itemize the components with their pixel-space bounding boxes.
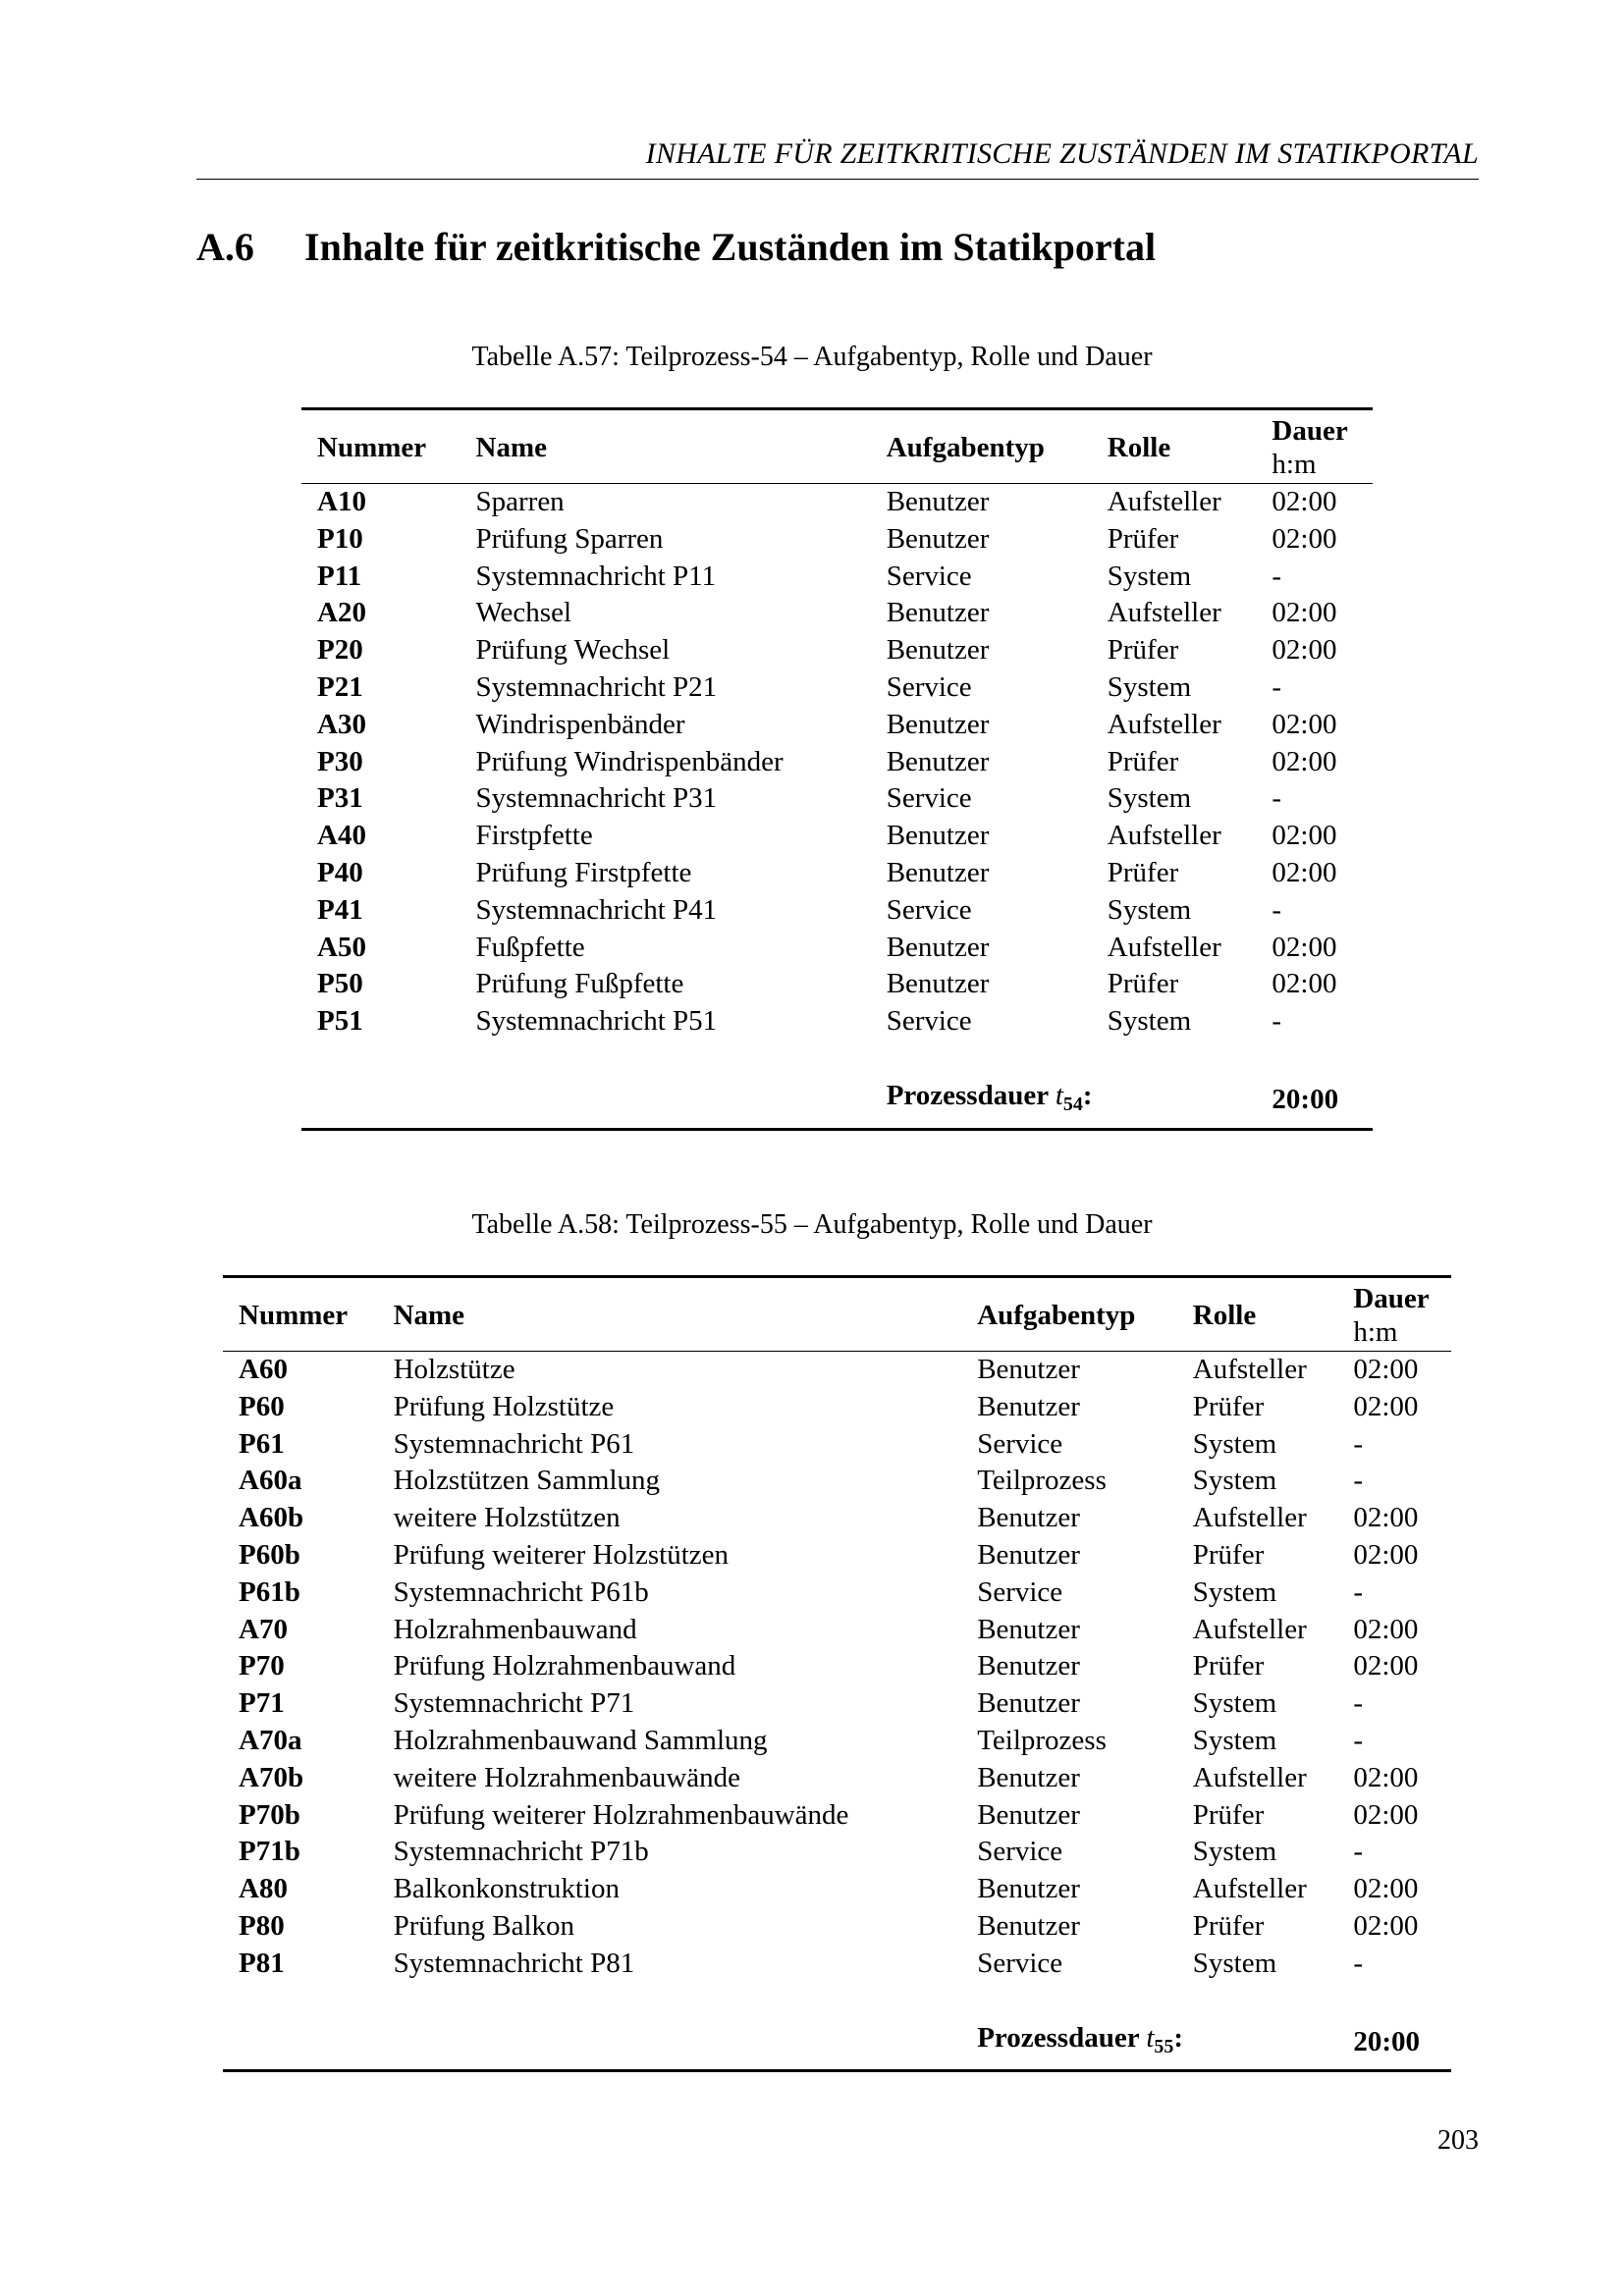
cell-dauer: - [1272, 560, 1282, 592]
total-value: 20:00 [1272, 1084, 1339, 1116]
cell-nummer: P51 [317, 1005, 363, 1038]
cell-rolle: System [1192, 1427, 1277, 1460]
cell-rolle: Aufsteller [1192, 1613, 1307, 1645]
cell-nummer: P71 [239, 1687, 285, 1720]
cell-name: Systemnachricht P71 [393, 1687, 635, 1720]
cell-aufgabentyp: Service [977, 1427, 1063, 1460]
cell-dauer: 02:00 [1353, 1390, 1419, 1422]
table-row [223, 1389, 1451, 1426]
table-header-row [301, 409, 1373, 484]
cell-nummer: P60b [239, 1538, 300, 1571]
cell-rolle: System [1107, 893, 1192, 926]
cell-name: Prüfung Sparren [475, 522, 664, 555]
table-row [223, 1723, 1451, 1760]
header-rule [196, 179, 1479, 180]
cell-rolle: Prüfer [1107, 522, 1179, 555]
cell-name: Holzstütze [393, 1354, 515, 1385]
cell-rolle: Prüfer [1192, 1650, 1265, 1682]
table-row [301, 707, 1373, 744]
cell-nummer: P11 [317, 560, 362, 592]
cell-dauer: 02:00 [1353, 1909, 1419, 1942]
cell-name: Prüfung Wechsel [475, 634, 671, 667]
cell-rolle: Aufsteller [1192, 1354, 1307, 1385]
table-row [301, 484, 1373, 521]
cell-dauer: - [1272, 1005, 1282, 1038]
table-row [223, 1463, 1451, 1500]
cell-dauer: - [1353, 1947, 1363, 1979]
cell-name: Systemnachricht P61 [393, 1427, 635, 1460]
cell-nummer: A70 [239, 1613, 288, 1645]
cell-name: weitere Holzrahmenbauwände [393, 1761, 741, 1793]
table-row [223, 1352, 1451, 1389]
table-row [223, 1648, 1451, 1685]
cell-dauer: 02:00 [1272, 856, 1337, 888]
cell-name: Windrispenbänder [475, 708, 685, 740]
total-value: 20:00 [1353, 2026, 1420, 2058]
table-row [223, 1612, 1451, 1649]
section-title [196, 224, 1156, 270]
cell-rolle: Aufsteller [1107, 931, 1221, 963]
total-row [301, 1041, 1373, 1129]
cell-aufgabentyp: Benutzer [977, 1761, 1080, 1793]
cell-rolle: System [1107, 670, 1192, 703]
cell-name: Firstpfette [475, 820, 593, 852]
cell-rolle: Prüfer [1107, 856, 1179, 888]
table-row [301, 632, 1373, 669]
cell-name: Prüfung Holzstütze [393, 1390, 615, 1422]
column-header-rolle: Rolle [1192, 1300, 1257, 1332]
cell-rolle: System [1192, 1724, 1277, 1756]
cell-rolle: Prüfer [1192, 1909, 1265, 1942]
cell-nummer: P30 [317, 745, 363, 777]
column-header-nummer: Nummer [239, 1300, 349, 1332]
cell-aufgabentyp: Benutzer [886, 820, 990, 852]
column-header-name: Name [393, 1300, 465, 1332]
cell-aufgabentyp: Benutzer [886, 968, 990, 1000]
cell-dauer: 02:00 [1272, 745, 1337, 777]
cell-rolle: Prüfer [1107, 634, 1179, 667]
cell-aufgabentyp: Benutzer [886, 745, 990, 777]
table-row [223, 1797, 1451, 1835]
cell-dauer: 02:00 [1353, 1798, 1419, 1831]
cell-nummer: A50 [317, 931, 366, 963]
table-row [301, 669, 1373, 707]
dauer-label: Dauer [1353, 1283, 1430, 1314]
data-table [301, 407, 1373, 1131]
table-row [223, 1575, 1451, 1612]
cell-aufgabentyp: Service [977, 1947, 1063, 1979]
table-row [223, 1537, 1451, 1575]
cell-aufgabentyp: Benutzer [886, 634, 990, 667]
cell-rolle: Prüfer [1192, 1390, 1265, 1422]
cell-nummer: P70 [239, 1650, 285, 1682]
section-title-text: Inhalte für zeitkritische Zuständen im Statikportal [304, 225, 1157, 269]
cell-nummer: P61b [239, 1575, 300, 1608]
table-row [223, 1946, 1451, 1983]
column-header-aufgabentyp: Aufgabentyp [977, 1300, 1136, 1332]
cell-rolle: Aufsteller [1192, 1502, 1307, 1534]
cell-rolle: Aufsteller [1107, 820, 1221, 852]
cell-nummer: A60a [239, 1465, 302, 1497]
cell-dauer: 02:00 [1272, 522, 1337, 555]
cell-aufgabentyp: Benutzer [886, 597, 990, 629]
cell-rolle: Prüfer [1107, 745, 1179, 777]
table-row [301, 559, 1373, 596]
cell-name: Prüfung Firstpfette [475, 856, 692, 888]
cell-rolle: Prüfer [1107, 968, 1179, 1000]
cell-dauer: - [1272, 670, 1282, 703]
table-row [301, 1003, 1373, 1041]
cell-dauer: - [1353, 1724, 1363, 1756]
cell-nummer: A80 [239, 1873, 288, 1905]
cell-dauer: 02:00 [1353, 1873, 1419, 1905]
cell-dauer: 02:00 [1272, 968, 1337, 1000]
cell-aufgabentyp: Benutzer [977, 1613, 1080, 1645]
table-row [301, 521, 1373, 559]
cell-name: Fußpfette [475, 931, 585, 963]
cell-nummer: P81 [239, 1947, 285, 1979]
cell-aufgabentyp: Benutzer [886, 931, 990, 963]
cell-aufgabentyp: Benutzer [977, 1687, 1080, 1720]
table-row [223, 1834, 1451, 1871]
cell-nummer: A60b [239, 1502, 304, 1534]
table-row [301, 930, 1373, 967]
cell-dauer: 02:00 [1272, 634, 1337, 667]
cell-dauer: - [1353, 1427, 1363, 1460]
cell-dauer: 02:00 [1272, 597, 1337, 629]
cell-rolle: System [1192, 1687, 1277, 1720]
cell-name: Prüfung Holzrahmenbauwand [393, 1650, 736, 1682]
cell-nummer: A60 [239, 1354, 288, 1385]
cell-name: Systemnachricht P41 [475, 893, 718, 926]
cell-dauer: - [1272, 893, 1282, 926]
cell-dauer: - [1353, 1575, 1363, 1608]
table-row [223, 1908, 1451, 1946]
cell-aufgabentyp: Benutzer [977, 1873, 1080, 1905]
cell-name: Prüfung Balkon [393, 1909, 575, 1942]
table-row [301, 744, 1373, 781]
data-table [223, 1275, 1451, 2072]
cell-aufgabentyp: Benutzer [977, 1650, 1080, 1682]
cell-aufgabentyp: Teilprozess [977, 1465, 1107, 1497]
table-row [301, 595, 1373, 632]
cell-dauer: 02:00 [1353, 1538, 1419, 1571]
cell-name: Systemnachricht P71b [393, 1836, 649, 1868]
cell-nummer: A70b [239, 1761, 304, 1793]
cell-nummer: P80 [239, 1909, 285, 1942]
cell-rolle: System [1107, 1005, 1192, 1038]
cell-dauer: - [1272, 782, 1282, 815]
cell-nummer: P40 [317, 856, 363, 888]
cell-dauer: 02:00 [1353, 1502, 1419, 1534]
cell-dauer: 02:00 [1353, 1650, 1419, 1682]
cell-name: Holzstützen Sammlung [393, 1465, 660, 1497]
cell-aufgabentyp: Service [886, 782, 972, 815]
table-row [223, 1871, 1451, 1908]
cell-rolle: Aufsteller [1107, 486, 1221, 517]
cell-dauer: 02:00 [1272, 820, 1337, 852]
cell-rolle: System [1192, 1465, 1277, 1497]
cell-nummer: A30 [317, 708, 366, 740]
cell-nummer: P31 [317, 782, 363, 815]
cell-rolle: System [1107, 782, 1192, 815]
cell-rolle: Aufsteller [1107, 597, 1221, 629]
cell-name: Prüfung weiterer Holzrahmenbauwände [393, 1798, 849, 1831]
total-label: Prozessdauer $t_{55}$: [977, 2021, 1184, 2057]
cell-nummer: P10 [317, 522, 363, 555]
cell-nummer: A40 [317, 820, 366, 852]
dauer-unit: h:m [1272, 449, 1317, 480]
cell-rolle: System [1192, 1947, 1277, 1979]
cell-rolle: System [1107, 560, 1192, 592]
table-header-row [223, 1277, 1451, 1352]
cell-name: Systemnachricht P61b [393, 1575, 649, 1608]
running-head: INHALTE FÜR ZEITKRITISCHE ZUSTÄNDEN IM STATIKPORTAL [645, 137, 1479, 170]
cell-name: Systemnachricht P11 [475, 560, 717, 592]
cell-dauer: - [1353, 1465, 1363, 1497]
cell-name: Systemnachricht P51 [475, 1005, 718, 1038]
column-header-rolle: Rolle [1107, 432, 1171, 464]
table-row [301, 818, 1373, 855]
column-header-name: Name [475, 432, 547, 464]
cell-name: weitere Holzstützen [393, 1502, 621, 1534]
cell-name: Prüfung weiterer Holzstützen [393, 1538, 730, 1571]
cell-nummer: P71b [239, 1836, 300, 1868]
cell-dauer: - [1353, 1836, 1363, 1868]
cell-rolle: Prüfer [1192, 1538, 1265, 1571]
cell-dauer: 02:00 [1353, 1613, 1419, 1645]
cell-aufgabentyp: Service [977, 1575, 1063, 1608]
cell-aufgabentyp: Service [886, 560, 972, 592]
dauer-label: Dauer [1272, 415, 1348, 447]
column-header-dauer [1337, 1277, 1451, 1352]
table-row [301, 966, 1373, 1003]
section-number: A.6 [196, 225, 254, 269]
cell-dauer: 02:00 [1353, 1761, 1419, 1793]
page-number: 203 [1437, 2125, 1479, 2156]
cell-rolle: System [1192, 1836, 1277, 1868]
cell-nummer: P50 [317, 968, 363, 1000]
table-caption: Tabelle A.57: Teilprozess-54 – Aufgabentyp, Rolle und Dauer [471, 342, 1153, 372]
dauer-unit: h:m [1353, 1316, 1398, 1348]
total-label: Prozessdauer $t_{54}$: [886, 1079, 1093, 1115]
cell-name: Holzrahmenbauwand Sammlung [393, 1724, 768, 1756]
table-row [301, 780, 1373, 818]
cell-aufgabentyp: Benutzer [886, 708, 990, 740]
cell-name: Holzrahmenbauwand [393, 1613, 637, 1645]
table-caption: Tabelle A.58: Teilprozess-55 – Aufgabentyp, Rolle und Dauer [471, 1209, 1153, 1240]
cell-rolle: Aufsteller [1192, 1761, 1307, 1793]
cell-aufgabentyp: Benutzer [886, 856, 990, 888]
table-row [301, 855, 1373, 892]
cell-nummer: A70a [239, 1724, 302, 1756]
cell-rolle: Prüfer [1192, 1798, 1265, 1831]
table-row [223, 1760, 1451, 1797]
cell-rolle: Aufsteller [1192, 1873, 1307, 1905]
cell-name: Prüfung Fußpfette [475, 968, 684, 1000]
cell-aufgabentyp: Service [977, 1836, 1063, 1868]
cell-rolle: Aufsteller [1107, 708, 1221, 740]
cell-nummer: P20 [317, 634, 363, 667]
cell-rolle: System [1192, 1575, 1277, 1608]
cell-nummer: A20 [317, 597, 366, 629]
cell-name: Prüfung Windrispenbänder [475, 745, 784, 777]
table-row [223, 1500, 1451, 1537]
column-header-dauer [1256, 409, 1373, 484]
column-header-nummer: Nummer [317, 432, 427, 464]
cell-aufgabentyp: Service [886, 1005, 972, 1038]
cell-nummer: P41 [317, 893, 363, 926]
total-row [223, 1983, 1451, 2071]
cell-dauer: 02:00 [1272, 708, 1337, 740]
cell-nummer: P60 [239, 1390, 285, 1422]
cell-aufgabentyp: Service [886, 893, 972, 926]
cell-aufgabentyp: Service [886, 670, 972, 703]
cell-name: Systemnachricht P21 [475, 670, 718, 703]
cell-dauer: 02:00 [1272, 931, 1337, 963]
cell-aufgabentyp: Benutzer [977, 1798, 1080, 1831]
cell-aufgabentyp: Benutzer [977, 1354, 1080, 1385]
cell-aufgabentyp: Benutzer [886, 522, 990, 555]
cell-dauer: - [1353, 1687, 1363, 1720]
table-row [301, 892, 1373, 930]
cell-name: Wechsel [475, 597, 572, 629]
cell-aufgabentyp: Benutzer [886, 486, 990, 517]
column-header-aufgabentyp: Aufgabentyp [886, 432, 1045, 464]
cell-nummer: P61 [239, 1427, 285, 1460]
cell-name: Systemnachricht P31 [475, 782, 718, 815]
cell-aufgabentyp: Benutzer [977, 1909, 1080, 1942]
cell-aufgabentyp: Benutzer [977, 1502, 1080, 1534]
cell-name: Sparren [475, 486, 565, 517]
table-row [223, 1685, 1451, 1723]
cell-nummer: P70b [239, 1798, 300, 1831]
cell-nummer: A10 [317, 486, 366, 517]
cell-dauer: 02:00 [1272, 486, 1337, 517]
cell-name: Balkonkonstruktion [393, 1873, 620, 1905]
cell-aufgabentyp: Benutzer [977, 1538, 1080, 1571]
cell-aufgabentyp: Teilprozess [977, 1724, 1107, 1756]
cell-aufgabentyp: Benutzer [977, 1390, 1080, 1422]
cell-name: Systemnachricht P81 [393, 1947, 635, 1979]
cell-dauer: 02:00 [1353, 1354, 1419, 1385]
cell-nummer: P21 [317, 670, 363, 703]
table-row [223, 1426, 1451, 1464]
